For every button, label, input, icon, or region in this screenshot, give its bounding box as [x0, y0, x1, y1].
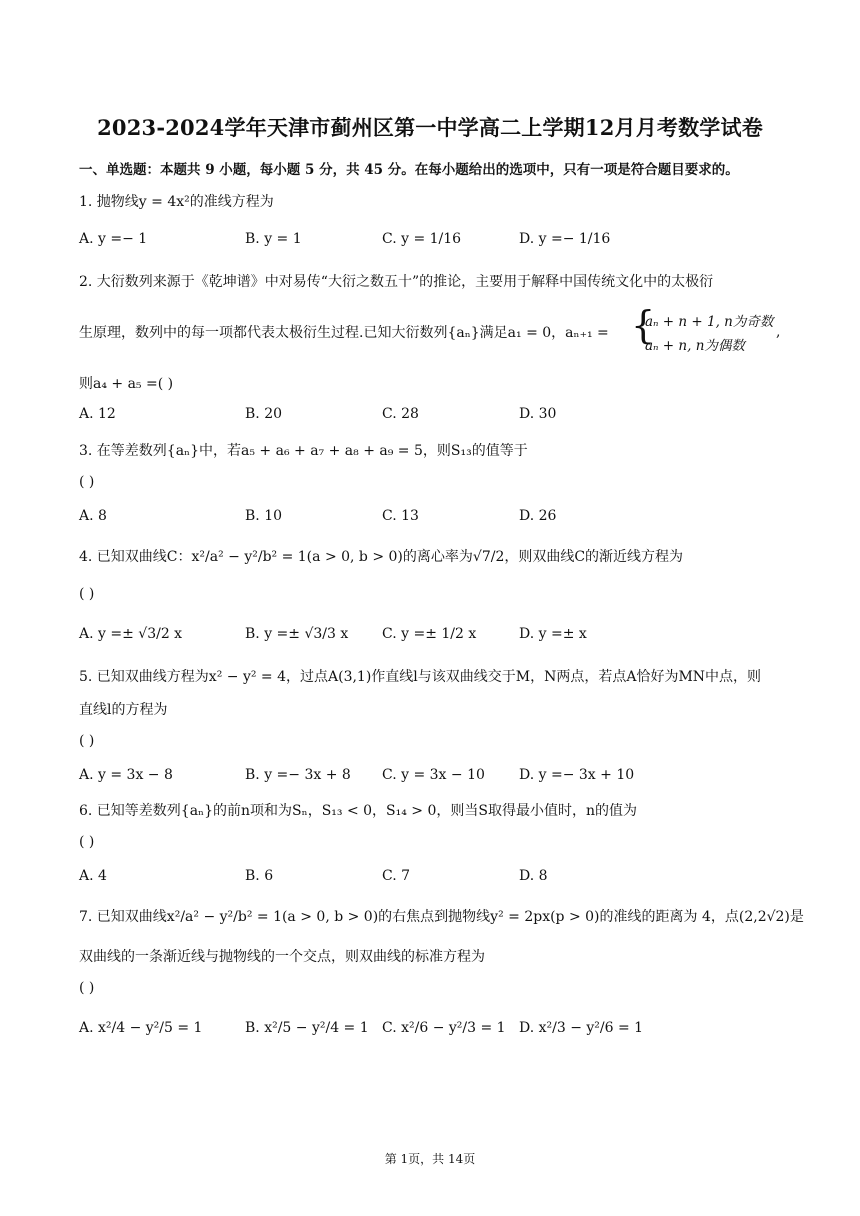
q3-option-d: D. 26	[519, 508, 557, 524]
q1-option-b: B. y = 1	[245, 231, 302, 247]
piecewise-brace: {	[631, 303, 656, 347]
question-1-stem: 1. 抛物线y = 4x²的准线方程为	[79, 194, 274, 210]
question-2-stem-line-2: 生原理，数列中的每一项都代表太极衍生过程.已知大衍数列{aₙ}满足a₁ = 0，aₙ₊₁ =	[79, 325, 609, 341]
q7-option-a: A. x²/4 − y²/5 = 1	[79, 1020, 203, 1036]
question-4-paren: ( )	[79, 586, 95, 602]
q4-option-d: D. y =± x	[519, 626, 587, 642]
question-6-paren: ( )	[79, 834, 95, 850]
q3-option-a: A. 8	[79, 508, 107, 524]
q5-option-d: D. y =− 3x + 10	[519, 767, 635, 783]
question-5-stem-line-2: 直线l的方程为	[79, 702, 168, 718]
q1-option-c: C. y = 1/16	[382, 231, 462, 247]
q7-option-b: B. x²/5 − y²/4 = 1	[245, 1020, 369, 1036]
q5-option-b: B. y =− 3x + 8	[245, 767, 351, 783]
page-title: 2023-2024学年天津市蓟州区第一中学高二上学期12月月考数学试卷	[97, 115, 763, 140]
piecewise-case-odd: aₙ + n + 1, n为奇数	[645, 314, 774, 330]
q1-option-d: D. y =− 1/16	[519, 231, 611, 247]
question-3-paren: ( )	[79, 474, 95, 490]
q4-option-b: B. y =± √3/3 x	[245, 626, 349, 642]
q6-option-b: B. 6	[245, 868, 274, 884]
q2-option-b: B. 20	[245, 406, 283, 422]
question-7-stem-line-1: 7. 已知双曲线x²/a² − y²/b² = 1(a > 0, b > 0)的右焦点到抛物线y² = 2px(p > 0)的准线的距离为 4，点(2,2√2)是	[79, 909, 804, 925]
q6-option-a: A. 4	[79, 868, 107, 884]
question-4-stem: 4. 已知双曲线C：x²/a² − y²/b² = 1(a > 0, b > 0)的离心率为√7/2，则双曲线C的渐近线方程为	[79, 549, 684, 565]
piecewise-comma: ,	[776, 324, 781, 340]
question-5-stem-line-1: 5. 已知双曲线方程为x² − y² = 4，过点A(3,1)作直线l与该双曲线交于M，N两点，若点A恰好为MN中点，则	[79, 669, 762, 685]
q2-option-c: C. 28	[382, 406, 419, 422]
q3-option-c: C. 13	[382, 508, 419, 524]
question-7-stem-line-2: 双曲线的一条渐近线与抛物线的一个交点，则双曲线的标准方程为	[79, 949, 485, 965]
question-3-stem: 3. 在等差数列{aₙ}中，若a₅ + a₆ + a₇ + a₈ + a₉ = 5，则S₁₃的值等于	[79, 443, 528, 459]
question-2-stem-line-1: 2. 大衍数列来源于《乾坤谱》中对易传“大衍之数五十”的推论，主要用于解释中国传统文化中的太极衍	[79, 274, 714, 290]
q7-option-d: D. x²/3 − y²/6 = 1	[519, 1020, 644, 1036]
section-heading: 一、单选题：本题共 9 小题，每小题 5 分，共 45 分。在每小题给出的选项中，只有一项是符合题目要求的。	[79, 162, 739, 178]
q5-option-a: A. y = 3x − 8	[79, 767, 173, 783]
question-6-stem: 6. 已知等差数列{aₙ}的前n项和为Sₙ，S₁₃ < 0，S₁₄ > 0，则当S取得最小值时，n的值为	[79, 803, 638, 819]
q1-option-a: A. y =− 1	[79, 231, 148, 247]
q6-option-d: D. 8	[519, 868, 548, 884]
q4-option-a: A. y =± √3/2 x	[79, 626, 183, 642]
page-footer: 第 1页，共 14页	[384, 1152, 476, 1166]
q2-option-d: D. 30	[519, 406, 557, 422]
q3-option-b: B. 10	[245, 508, 283, 524]
q4-option-c: C. y =± 1/2 x	[382, 626, 477, 642]
q5-option-c: C. y = 3x − 10	[382, 767, 485, 783]
question-2-stem-line-3: 则a₄ + a₅ =( )	[79, 376, 174, 392]
q2-option-a: A. 12	[79, 406, 116, 422]
piecewise-case-even: aₙ + n, n为偶数	[645, 338, 745, 354]
question-5-paren: ( )	[79, 733, 95, 749]
q6-option-c: C. 7	[382, 868, 411, 884]
question-7-paren: ( )	[79, 980, 95, 996]
q7-option-c: C. x²/6 − y²/3 = 1	[382, 1020, 506, 1036]
